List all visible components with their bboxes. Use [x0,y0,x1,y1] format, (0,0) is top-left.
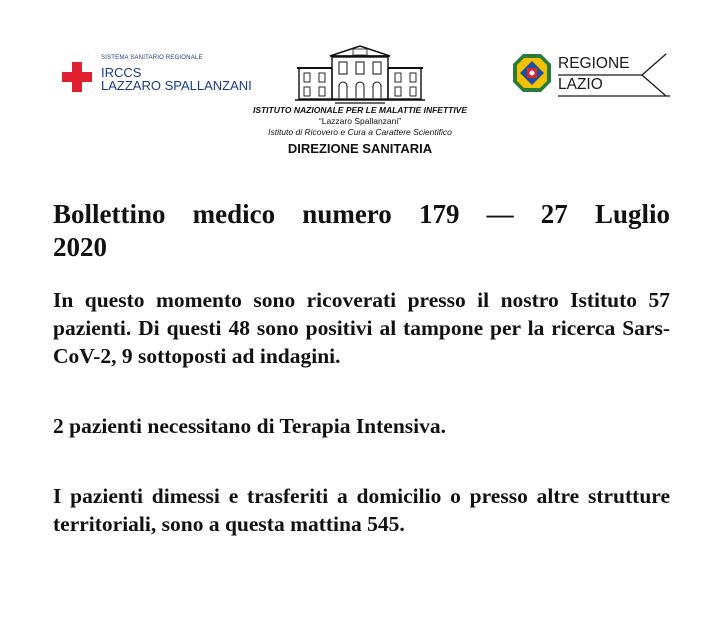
bulletin-title-line1: Bollettino medico numero 179 — 27 Luglio [53,199,670,229]
regione-lazio-text [558,55,629,93]
institute-subtitle: Istituto di Ricovero e Cura a Carattere Scientifico [268,127,452,137]
lazio-label: LAZIO [558,76,603,93]
regione-lazio-logo [511,52,671,98]
regional-system-label: SISTEMA SANITARIO REGIONALE [101,55,203,61]
institute-heading [200,105,520,156]
irccs-spallanzani-logo [62,52,252,102]
spallanzani-label: LAZZARO SPALLANZANI [101,78,252,93]
institute-name: ISTITUTO NAZIONALE PER LE MALATTIE INFETTIVE [252,105,468,115]
bulletin-title [53,198,670,264]
institute-quote: “Lazzaro Spallanzani” [318,116,402,126]
bulletin-title-line2: 2020 [53,232,107,262]
red-cross-icon [62,62,92,92]
bulletin-body [53,198,670,538]
irccs-label: IRCCS [101,65,142,80]
intensive-care-paragraph: 2 pazienti necessitano di Terapia Intensiva. [53,414,447,438]
direction-label: DIREZIONE SANITARIA [287,141,433,156]
institute-building-icon [295,42,425,104]
admissions-paragraph: In questo momento sono ricoverati presso il nostro Istituto 57 pazienti. Di questi 48 sono positivi al tampone per la ricerca Sars-CoV-2, 9 sottoposti ad indagini. [53,288,670,368]
discharges-paragraph: I pazienti dimessi e trasferiti a domicilio o presso altre strutture territoriali, sono a questa mattina 545. [53,484,670,536]
regione-label: REGIONE [558,55,630,72]
regione-lazio-emblem-icon [511,52,553,94]
letterhead [0,0,720,175]
